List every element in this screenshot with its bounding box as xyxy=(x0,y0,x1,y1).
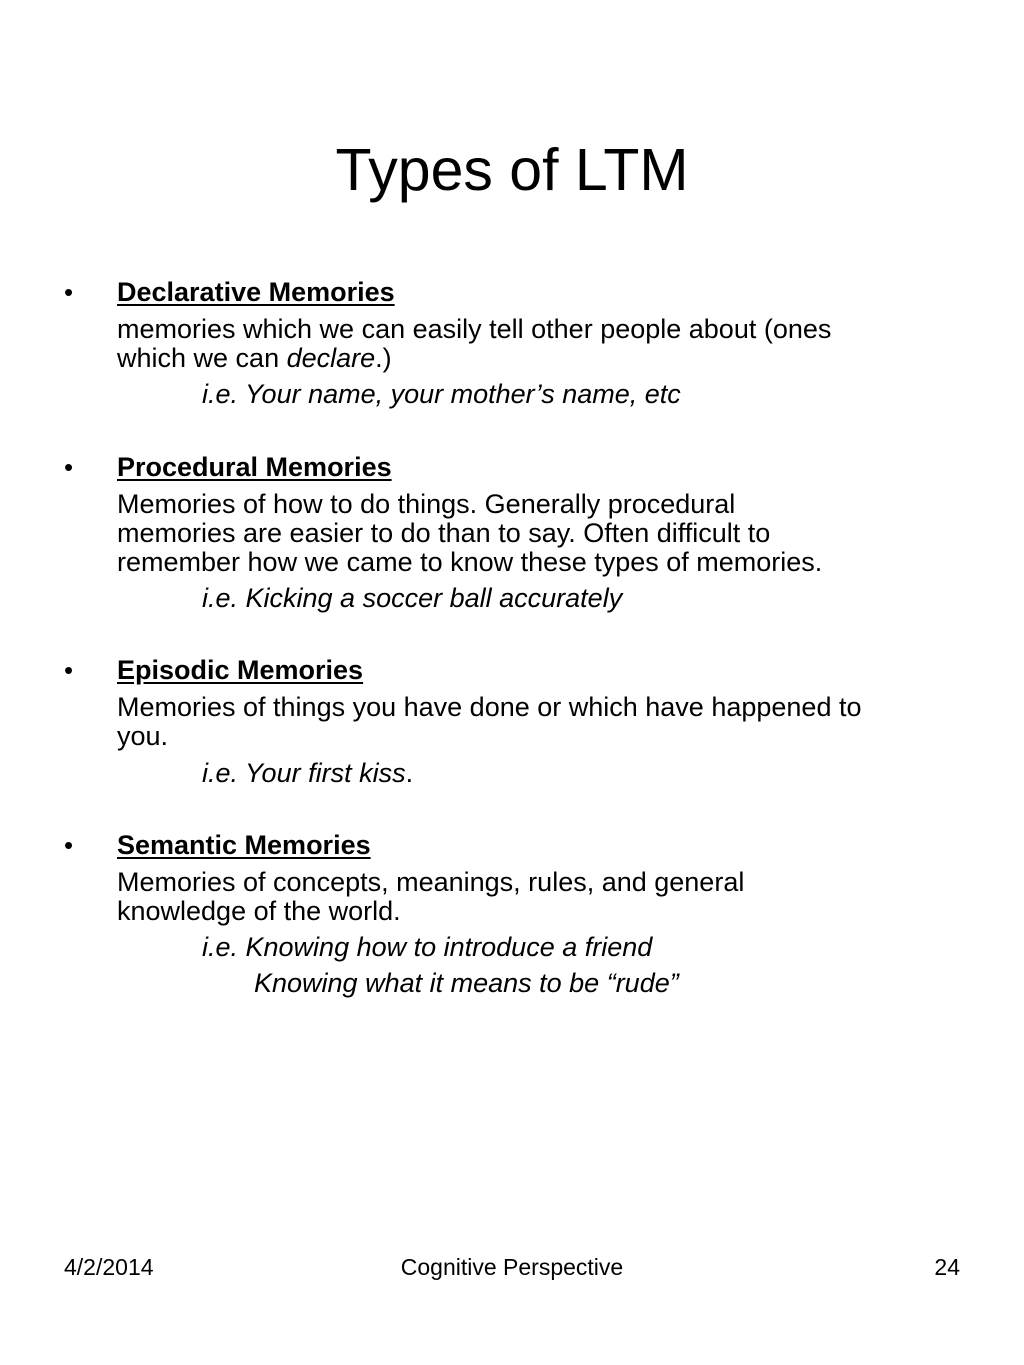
bullet-dot: • xyxy=(64,655,74,685)
example-text: i.e. Your name, your mother’s name, etc xyxy=(202,379,681,409)
bullet-dot: • xyxy=(64,830,74,860)
footer-date: 4/2/2014 xyxy=(64,1254,154,1280)
bullet-heading: Declarative Memories xyxy=(117,277,395,307)
footer-title: Cognitive Perspective xyxy=(400,1254,624,1280)
footer-page-number: 24 xyxy=(934,1254,960,1280)
description-text: .) xyxy=(375,343,392,373)
bullet-dot: • xyxy=(64,452,74,482)
bullet-dot: • xyxy=(64,277,74,307)
bullet-description xyxy=(117,868,967,926)
description-line: Memories of how to do things. Generally procedural xyxy=(117,489,736,519)
bullet-heading: Semantic Memories xyxy=(117,830,371,860)
example-italic: i.e. Your first kiss xyxy=(202,758,406,788)
bullet-description xyxy=(117,693,967,751)
example-text xyxy=(202,759,413,788)
description-line: knowledge of the world. xyxy=(117,896,401,926)
example-continuation: Knowing what it means to be “rude” xyxy=(254,968,679,998)
description-text: which we can xyxy=(117,343,287,373)
description-line xyxy=(117,344,967,373)
description-line: memories are easier to do than to say. Often difficult to xyxy=(117,518,771,548)
example-text: i.e. Knowing how to introduce a friend xyxy=(202,932,653,962)
description-line: you. xyxy=(117,721,169,751)
bullet-description xyxy=(117,490,967,577)
description-line: Memories of things you have done or which have happened to xyxy=(117,692,862,722)
emphasis-text: declare xyxy=(286,343,376,373)
bullet-description xyxy=(117,315,967,373)
description-line: Memories of concepts, meanings, rules, and general xyxy=(117,867,745,897)
bullet-heading: Procedural Memories xyxy=(117,452,392,482)
bullet-heading: Episodic Memories xyxy=(117,655,364,685)
description-line: memories which we can easily tell other people about (ones xyxy=(117,314,832,344)
description-line: remember how we came to know these types of memories. xyxy=(117,547,823,577)
example-text: i.e. Kicking a soccer ball accurately xyxy=(202,583,623,613)
example-tail: . xyxy=(405,758,414,788)
slide-title: Types of LTM xyxy=(335,137,689,203)
